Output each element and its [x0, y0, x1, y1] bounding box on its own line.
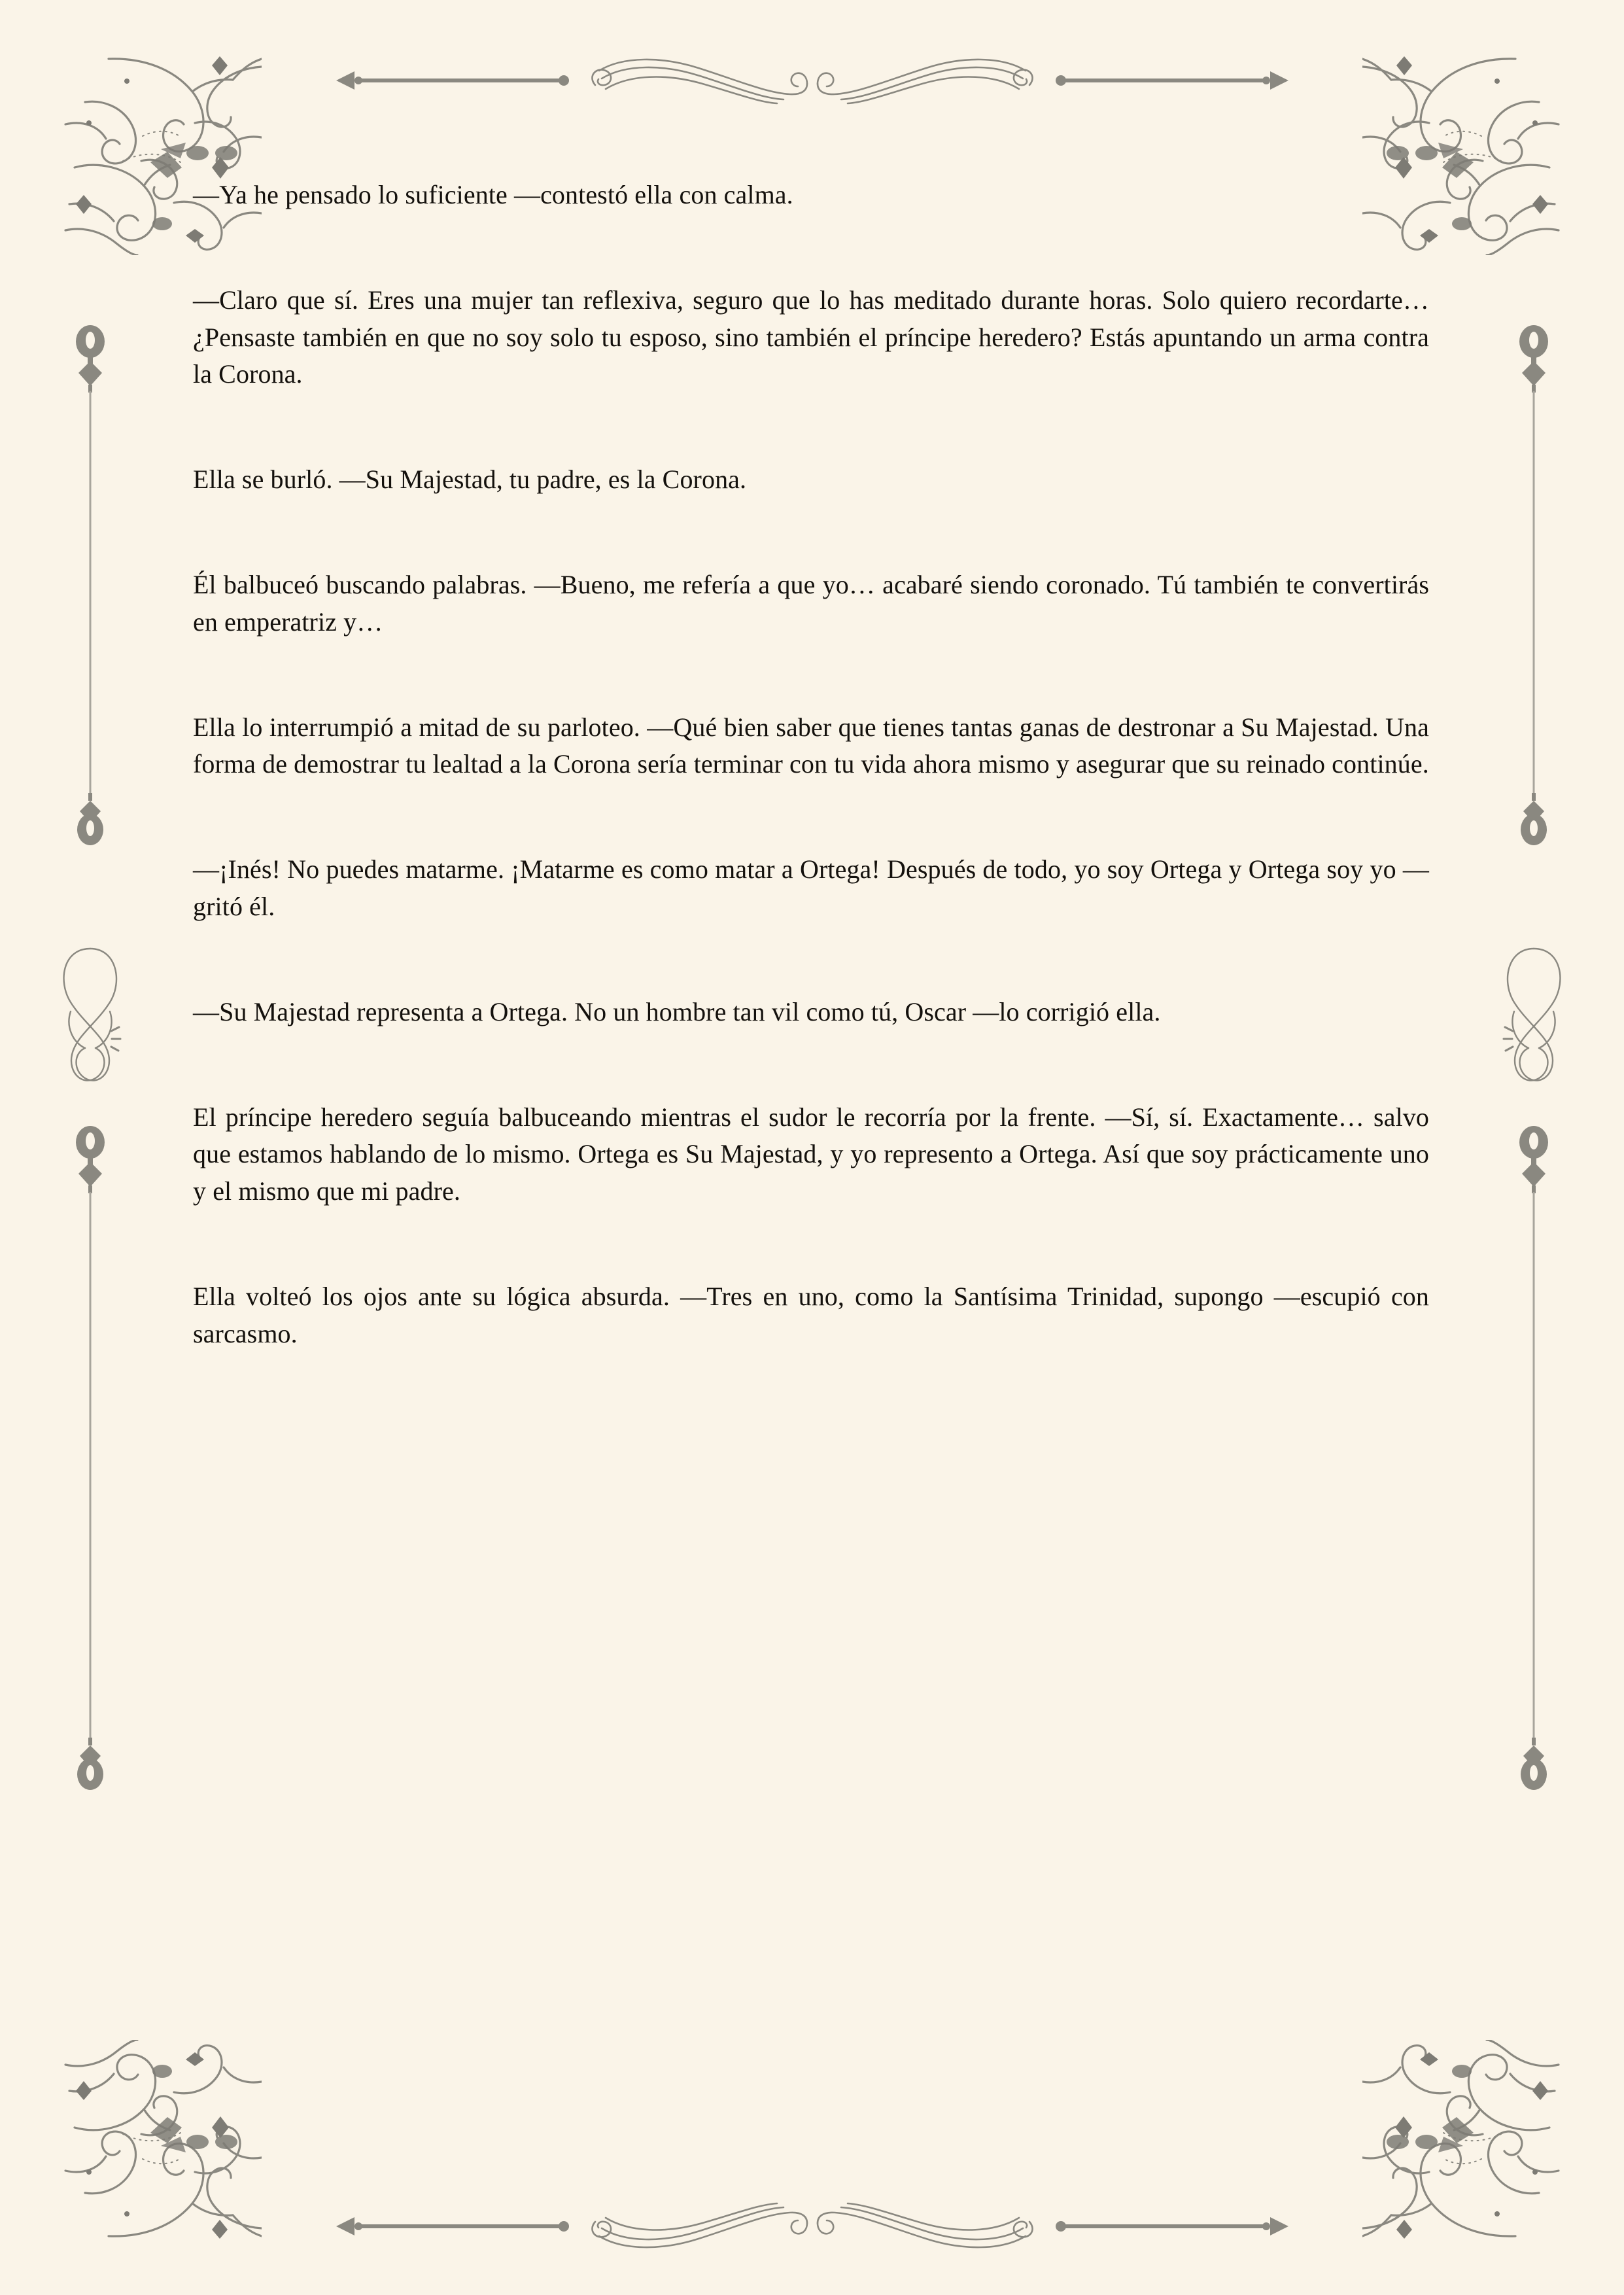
side-rail-ornament-left-icon — [51, 321, 130, 1969]
page-body-text — [193, 177, 1429, 1353]
paragraph: Ella se burló. —Su Majestad, tu padre, es la Corona. — [193, 464, 747, 495]
paragraph: —Su Majestad representa a Ortega. No un hombre tan vil como tú, Oscar —lo corrigió ella. — [193, 996, 1161, 1026]
corner-ornament-bottom-right-icon — [1362, 2040, 1578, 2256]
paragraph: —¡Inés! No puedes matarme. ¡Matarme es como matar a Ortega! Después de todo, yo soy Ortega y Ortega soy yo —gritó él. — [193, 854, 1429, 921]
paragraph: El príncipe heredero seguía balbuceando mientras el sudor le recorría por la frente. —Sí, sí. Exactamente… salvo que estamos hablando de lo mismo. Ortega es Su Majestad, y yo represento a Ortega. Así que soy prácticamente uno y el mismo que mi padre. — [193, 1102, 1429, 1206]
divider-ornament-bottom-icon — [335, 2197, 1290, 2256]
paragraph: Él balbuceó buscando palabras. —Bueno, me refería a que yo… acabaré siendo coronado. Tú también te convertirás en emperatriz y… — [193, 569, 1429, 637]
side-rail-ornament-right-icon — [1494, 321, 1573, 1969]
divider-ornament-top-icon — [335, 51, 1290, 110]
paragraph: Ella volteó los ojos ante su lógica absurda. —Tres en uno, como la Santísima Trinidad, supongo —escupió con sarcasmo. — [193, 1281, 1429, 1348]
paragraph: Ella lo interrumpió a mitad de su parloteo. —Qué bien saber que tienes tantas ganas de destronar a Su Majestad. Una forma de demostrar tu lealtad a la Corona sería terminar con tu vida ahora mismo y asegurar que su reinado continúe. — [193, 712, 1429, 779]
corner-ornament-bottom-left-icon — [46, 2040, 262, 2256]
paragraph: —Claro que sí. Eres una mujer tan reflexiva, seguro que lo has meditado durante horas. Solo quiero recordarte… ¿Pensaste también en que no soy solo tu esposo, sino también el príncipe heredero? Estás apuntando un arma contra la Corona. — [193, 285, 1429, 389]
paragraph: —Ya he pensado lo suficiente —contestó ella con calma. — [193, 180, 793, 209]
